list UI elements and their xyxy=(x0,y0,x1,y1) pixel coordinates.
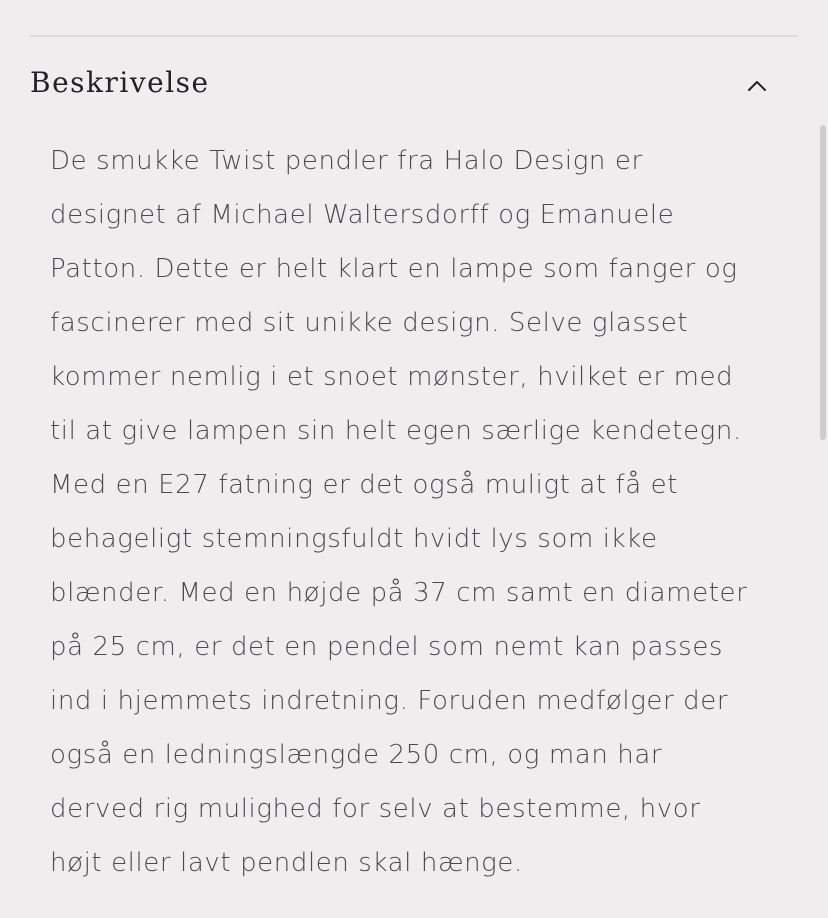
description-line: fascinerer med sit unikke design. Selve glasset xyxy=(50,308,689,338)
description-line: designet af Michael Waltersdorff og Emanuele xyxy=(50,200,675,230)
description-line: på 25 cm, er det en pendel som nemt kan passes xyxy=(50,632,724,662)
description-line: ind i hjemmets indretning. Foruden medfølger der xyxy=(50,686,729,716)
description-line: derved rig mulighed for selv at bestemme, hvor xyxy=(50,794,701,824)
product-description xyxy=(50,134,790,890)
description-line: Med en E27 fatning er det også muligt at få et xyxy=(50,470,679,500)
chevron-up-icon[interactable] xyxy=(747,78,767,92)
scrollbar-thumb[interactable] xyxy=(820,125,826,440)
description-line: til at give lampen sin helt egen særlige kendetegn. xyxy=(50,416,742,446)
description-line: behageligt stemningsfuldt hvidt lys som ikke xyxy=(50,524,658,554)
description-line: også en ledningslængde 250 cm, og man har xyxy=(50,740,663,770)
accordion-header-description[interactable] xyxy=(30,60,798,116)
description-line: blænder. Med en højde på 37 cm samt en diameter xyxy=(50,578,748,608)
description-line: De smukke Twist pendler fra Halo Design er xyxy=(50,146,643,176)
description-line: Patton. Dette er helt klart en lampe som fanger og xyxy=(50,254,738,284)
section-divider xyxy=(30,35,798,37)
description-line: kommer nemlig i et snoet mønster, hvilket er med xyxy=(50,362,734,392)
accordion-title: Beskrivelse xyxy=(30,66,210,99)
description-line: højt eller lavt pendlen skal hænge. xyxy=(50,848,523,878)
